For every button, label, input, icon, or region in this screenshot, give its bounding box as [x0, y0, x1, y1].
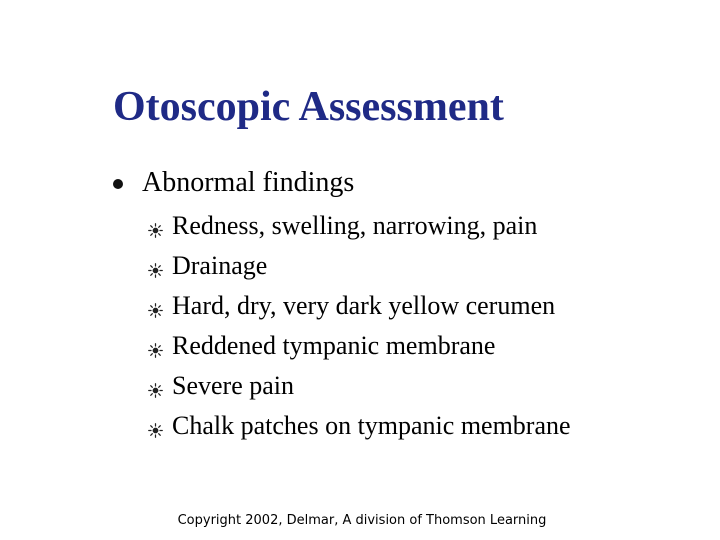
- sun-icon: [148, 303, 163, 318]
- sub-bullet-text: Drainage: [172, 251, 268, 280]
- slide-title: Otoscopic Assessment: [113, 84, 504, 130]
- main-bullet-text: Abnormal findings: [142, 167, 355, 198]
- sun-icon: [148, 263, 163, 278]
- sun-icon: [148, 343, 163, 358]
- bullet-dot-icon: [113, 179, 123, 189]
- sun-icon: [148, 383, 163, 398]
- sub-bullet-text: Reddened tympanic membrane: [172, 331, 496, 360]
- sub-bullet-text: Severe pain: [172, 371, 295, 400]
- copyright-footer: Copyright 2002, Delmar, A division of Thomson Learning: [177, 513, 547, 528]
- sun-icon: [148, 223, 163, 238]
- sub-bullet-text: Hard, dry, very dark yellow cerumen: [172, 291, 556, 320]
- sun-icon: [148, 423, 163, 438]
- sub-bullet-text: Chalk patches on tympanic membrane: [172, 411, 571, 440]
- sub-bullet-text: Redness, swelling, narrowing, pain: [172, 211, 538, 240]
